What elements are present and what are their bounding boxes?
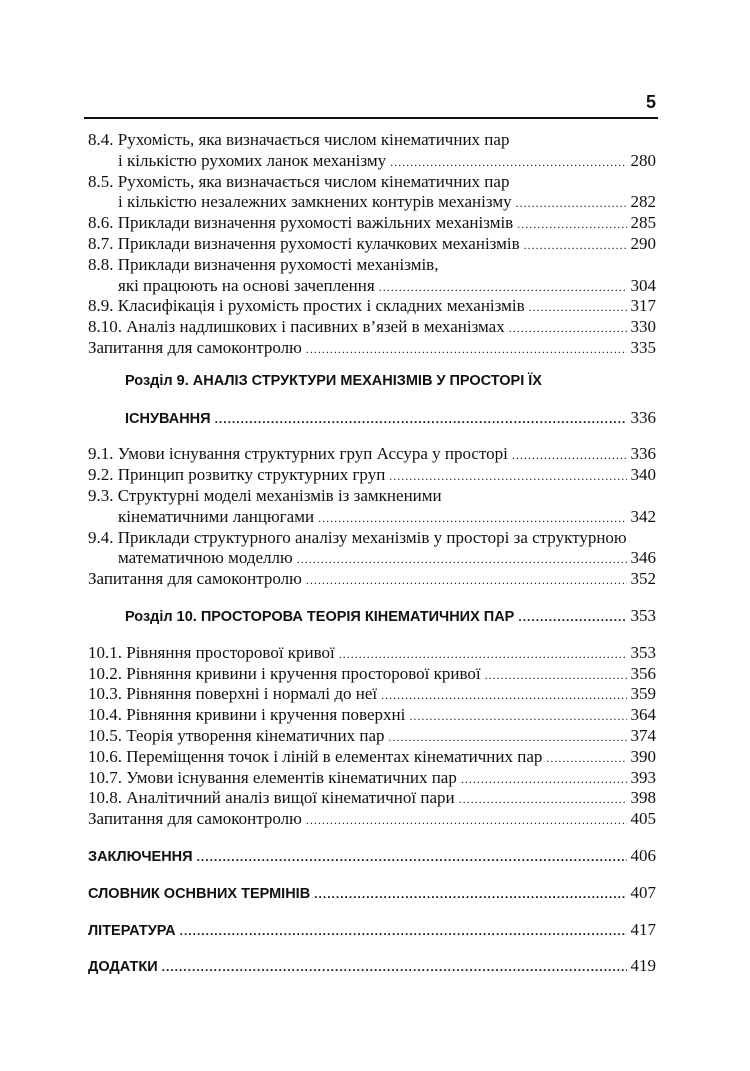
- dot-leader: [485, 665, 627, 686]
- toc-chapter-10-entries: [88, 643, 656, 830]
- toc-page-number: 342: [630, 506, 656, 526]
- toc-line[interactable]: [88, 255, 656, 276]
- toc-entry-text: 8.7. Приклади визначення рухомості кулачкових механізмів: [88, 233, 520, 253]
- dot-leader: [379, 277, 627, 298]
- toc-entry-text: 8.10. Аналіз надлишкових і пасивних в’язей в механізмах: [88, 317, 505, 337]
- page-number: 5: [645, 92, 656, 112]
- spacer: [88, 428, 656, 444]
- dot-leader: [459, 789, 627, 810]
- toc-line[interactable]: [88, 684, 656, 705]
- toc-page-number: 407: [630, 882, 656, 902]
- dot-leader: [389, 727, 627, 748]
- dot-leader: [509, 318, 627, 339]
- dot-leader: [389, 466, 626, 487]
- toc-line[interactable]: [88, 809, 656, 830]
- toc-entry-text: 9.4. Приклади структурного аналізу механізмів у просторі за структурною: [88, 527, 627, 547]
- toc-page-number: 304: [630, 275, 656, 295]
- toc-line[interactable]: [88, 664, 656, 685]
- toc-entry-text: Запитання для самоконтролю: [88, 569, 302, 589]
- spacer: [88, 627, 656, 643]
- dot-leader: [215, 409, 627, 430]
- toc-entry-text: 10.3. Рівняння поверхні і нормалі до неї: [88, 684, 378, 704]
- toc-section-title: ІСНУВАННЯ: [125, 410, 211, 427]
- dot-leader: [297, 549, 627, 570]
- toc-page-number: 393: [630, 767, 656, 787]
- spacer: [88, 359, 656, 371]
- toc-entry-text: 8.8. Приклади визначення рухомості механізмів,: [88, 254, 439, 274]
- toc-section-title: Розділ 9. АНАЛІЗ СТРУКТУРИ МЕХАНІЗМІВ У ПРОСТОРІ ЇХ: [125, 372, 542, 389]
- toc-entry-text: Запитання для самоконтролю: [88, 809, 302, 829]
- toc-line[interactable]: [88, 338, 656, 359]
- toc-page-number: 353: [630, 605, 656, 625]
- toc-line[interactable]: [88, 486, 656, 507]
- toc-entry-text: 9.3. Структурні моделі механізмів із замкненими: [88, 485, 442, 505]
- toc-entry-text: які працюють на основі зачеплення: [118, 275, 375, 295]
- toc-entry-text: 9.2. Принцип розвитку структурних груп: [88, 465, 386, 485]
- toc-page-number: 335: [630, 337, 656, 357]
- toc-page-number: 374: [630, 725, 656, 745]
- toc-section-title: Розділ 10. ПРОСТОРОВА ТЕОРІЯ КІНЕМАТИЧНИХ ПАР: [125, 608, 515, 625]
- toc-page-number: 405: [630, 809, 656, 829]
- toc-page-number: 390: [630, 746, 656, 766]
- toc-line[interactable]: [88, 846, 656, 867]
- toc-line[interactable]: [88, 528, 656, 549]
- toc-page-number: 330: [630, 317, 656, 337]
- dot-leader: [524, 235, 627, 256]
- dot-leader: [546, 748, 626, 769]
- table-of-contents: [88, 130, 656, 977]
- toc-entry-text: математичною моделлю: [118, 548, 293, 568]
- toc-line[interactable]: [88, 296, 656, 317]
- dot-leader: [529, 297, 627, 318]
- toc-line[interactable]: [88, 213, 656, 234]
- toc-line[interactable]: [88, 883, 656, 904]
- toc-entry-text: ЛІТЕРАТУРА: [88, 922, 176, 939]
- dot-leader: [314, 884, 626, 905]
- dot-leader: [339, 644, 627, 665]
- toc-line[interactable]: [88, 956, 656, 977]
- toc-chapter-8-entries: [88, 130, 656, 359]
- toc-entry-text: 10.4. Рівняння кривини і кручення поверхні: [88, 705, 406, 725]
- toc-entry-text: 10.1. Рівняння просторової кривої: [88, 642, 335, 662]
- toc-line[interactable]: [88, 317, 656, 338]
- toc-entry-text: ЗАКЛЮЧЕННЯ: [88, 848, 193, 865]
- toc-page-number: 356: [630, 663, 656, 683]
- toc-page-number: 317: [630, 296, 656, 316]
- toc-page-number: 290: [630, 233, 656, 253]
- toc-line[interactable]: [88, 234, 656, 255]
- dot-leader: [381, 685, 626, 706]
- toc-entry-text: СЛОВНИК ОСНВНИХ ТЕРМІНІВ: [88, 885, 311, 902]
- toc-page-number: 353: [630, 642, 656, 662]
- toc-page-number: 364: [630, 705, 656, 725]
- toc-entry-text: 8.5. Рухомість, яка визначається числом кінематичних пар: [88, 171, 510, 191]
- dot-leader: [180, 921, 627, 942]
- dot-leader: [516, 193, 627, 214]
- toc-entry-text: і кількістю незалежних замкнених контурів механізму: [118, 192, 512, 212]
- toc-line[interactable]: [88, 548, 656, 569]
- toc-line[interactable]: [88, 726, 656, 747]
- toc-section-10-heading[interactable]: [88, 606, 656, 627]
- toc-line[interactable]: [88, 569, 656, 590]
- toc-line[interactable]: [88, 130, 656, 151]
- toc-entry-text: 10.7. Умови існування елементів кінематичних пар: [88, 767, 457, 787]
- toc-line[interactable]: [88, 192, 656, 213]
- toc-page-number: 398: [630, 788, 656, 808]
- spacer: [88, 904, 656, 920]
- toc-entry-text: 10.8. Аналітичний аналіз вищої кінематичної пари: [88, 788, 455, 808]
- dot-leader: [518, 607, 626, 628]
- toc-entry-text: 10.2. Рівняння кривини і кручення просторової кривої: [88, 663, 481, 683]
- header-rule: [84, 117, 658, 119]
- dot-leader: [306, 570, 627, 591]
- toc-page-number: 280: [630, 150, 656, 170]
- toc-entry-text: 8.4. Рухомість, яка визначається числом кінематичних пар: [88, 130, 510, 149]
- toc-line[interactable]: [88, 276, 656, 297]
- dot-leader: [197, 847, 627, 868]
- toc-page-number: 406: [630, 845, 656, 865]
- toc-line[interactable]: [88, 465, 656, 486]
- toc-line[interactable]: [88, 768, 656, 789]
- toc-line[interactable]: [88, 643, 656, 664]
- dot-leader: [306, 339, 627, 360]
- spacer: [88, 867, 656, 883]
- toc-back-matter: [88, 830, 656, 977]
- toc-page-number: 419: [630, 956, 656, 976]
- dot-leader: [162, 957, 627, 978]
- dot-leader: [318, 508, 626, 529]
- dot-leader: [390, 152, 626, 173]
- toc-line[interactable]: [88, 151, 656, 172]
- toc-entry-text: 10.5. Теорія утворення кінематичних пар: [88, 725, 385, 745]
- spacer: [88, 830, 656, 846]
- toc-chapter-9-entries: [88, 444, 656, 590]
- dot-leader: [512, 445, 627, 466]
- toc-page-number: 282: [630, 192, 656, 212]
- toc-page-number: 285: [630, 213, 656, 233]
- toc-line[interactable]: [88, 920, 656, 941]
- toc-page-number: 417: [630, 919, 656, 939]
- spacer: [88, 590, 656, 606]
- toc-line[interactable]: [88, 747, 656, 768]
- dot-leader: [461, 769, 627, 790]
- dot-leader: [517, 214, 626, 235]
- toc-line[interactable]: [88, 444, 656, 465]
- toc-entry-text: 9.1. Умови існування структурних груп Ассура у просторі: [88, 444, 508, 464]
- toc-entry-text: 8.6. Приклади визначення рухомості важільних механізмів: [88, 213, 514, 233]
- toc-entry-text: Запитання для самоконтролю: [88, 337, 302, 357]
- toc-section-9-heading-line2[interactable]: [88, 408, 656, 429]
- dot-leader: [306, 810, 627, 831]
- spacer: [88, 940, 656, 956]
- toc-entry-text: 8.9. Класифікація і рухомість простих і складних механізмів: [88, 296, 525, 316]
- toc-page-number: 336: [630, 407, 656, 427]
- spacer: [88, 392, 656, 408]
- toc-entry-text: ДОДАТКИ: [88, 959, 158, 976]
- toc-line[interactable]: [88, 705, 656, 726]
- toc-section-9-heading-line1[interactable]: [88, 371, 656, 392]
- toc-page-number: 336: [630, 444, 656, 464]
- toc-entry-text: кінематичними ланцюгами: [118, 506, 315, 526]
- toc-line[interactable]: [88, 172, 656, 193]
- toc-entry-text: і кількістю рухомих ланок механізму: [118, 150, 387, 170]
- toc-page-number: 359: [630, 684, 656, 704]
- toc-page-number: 352: [630, 569, 656, 589]
- toc-page-number: 340: [630, 465, 656, 485]
- toc-line[interactable]: [88, 788, 656, 809]
- toc-line[interactable]: [88, 507, 656, 528]
- toc-page-number: 346: [630, 548, 656, 568]
- dot-leader: [409, 706, 626, 727]
- toc-entry-text: 10.6. Переміщення точок і ліній в елементах кінематичних пар: [88, 746, 543, 766]
